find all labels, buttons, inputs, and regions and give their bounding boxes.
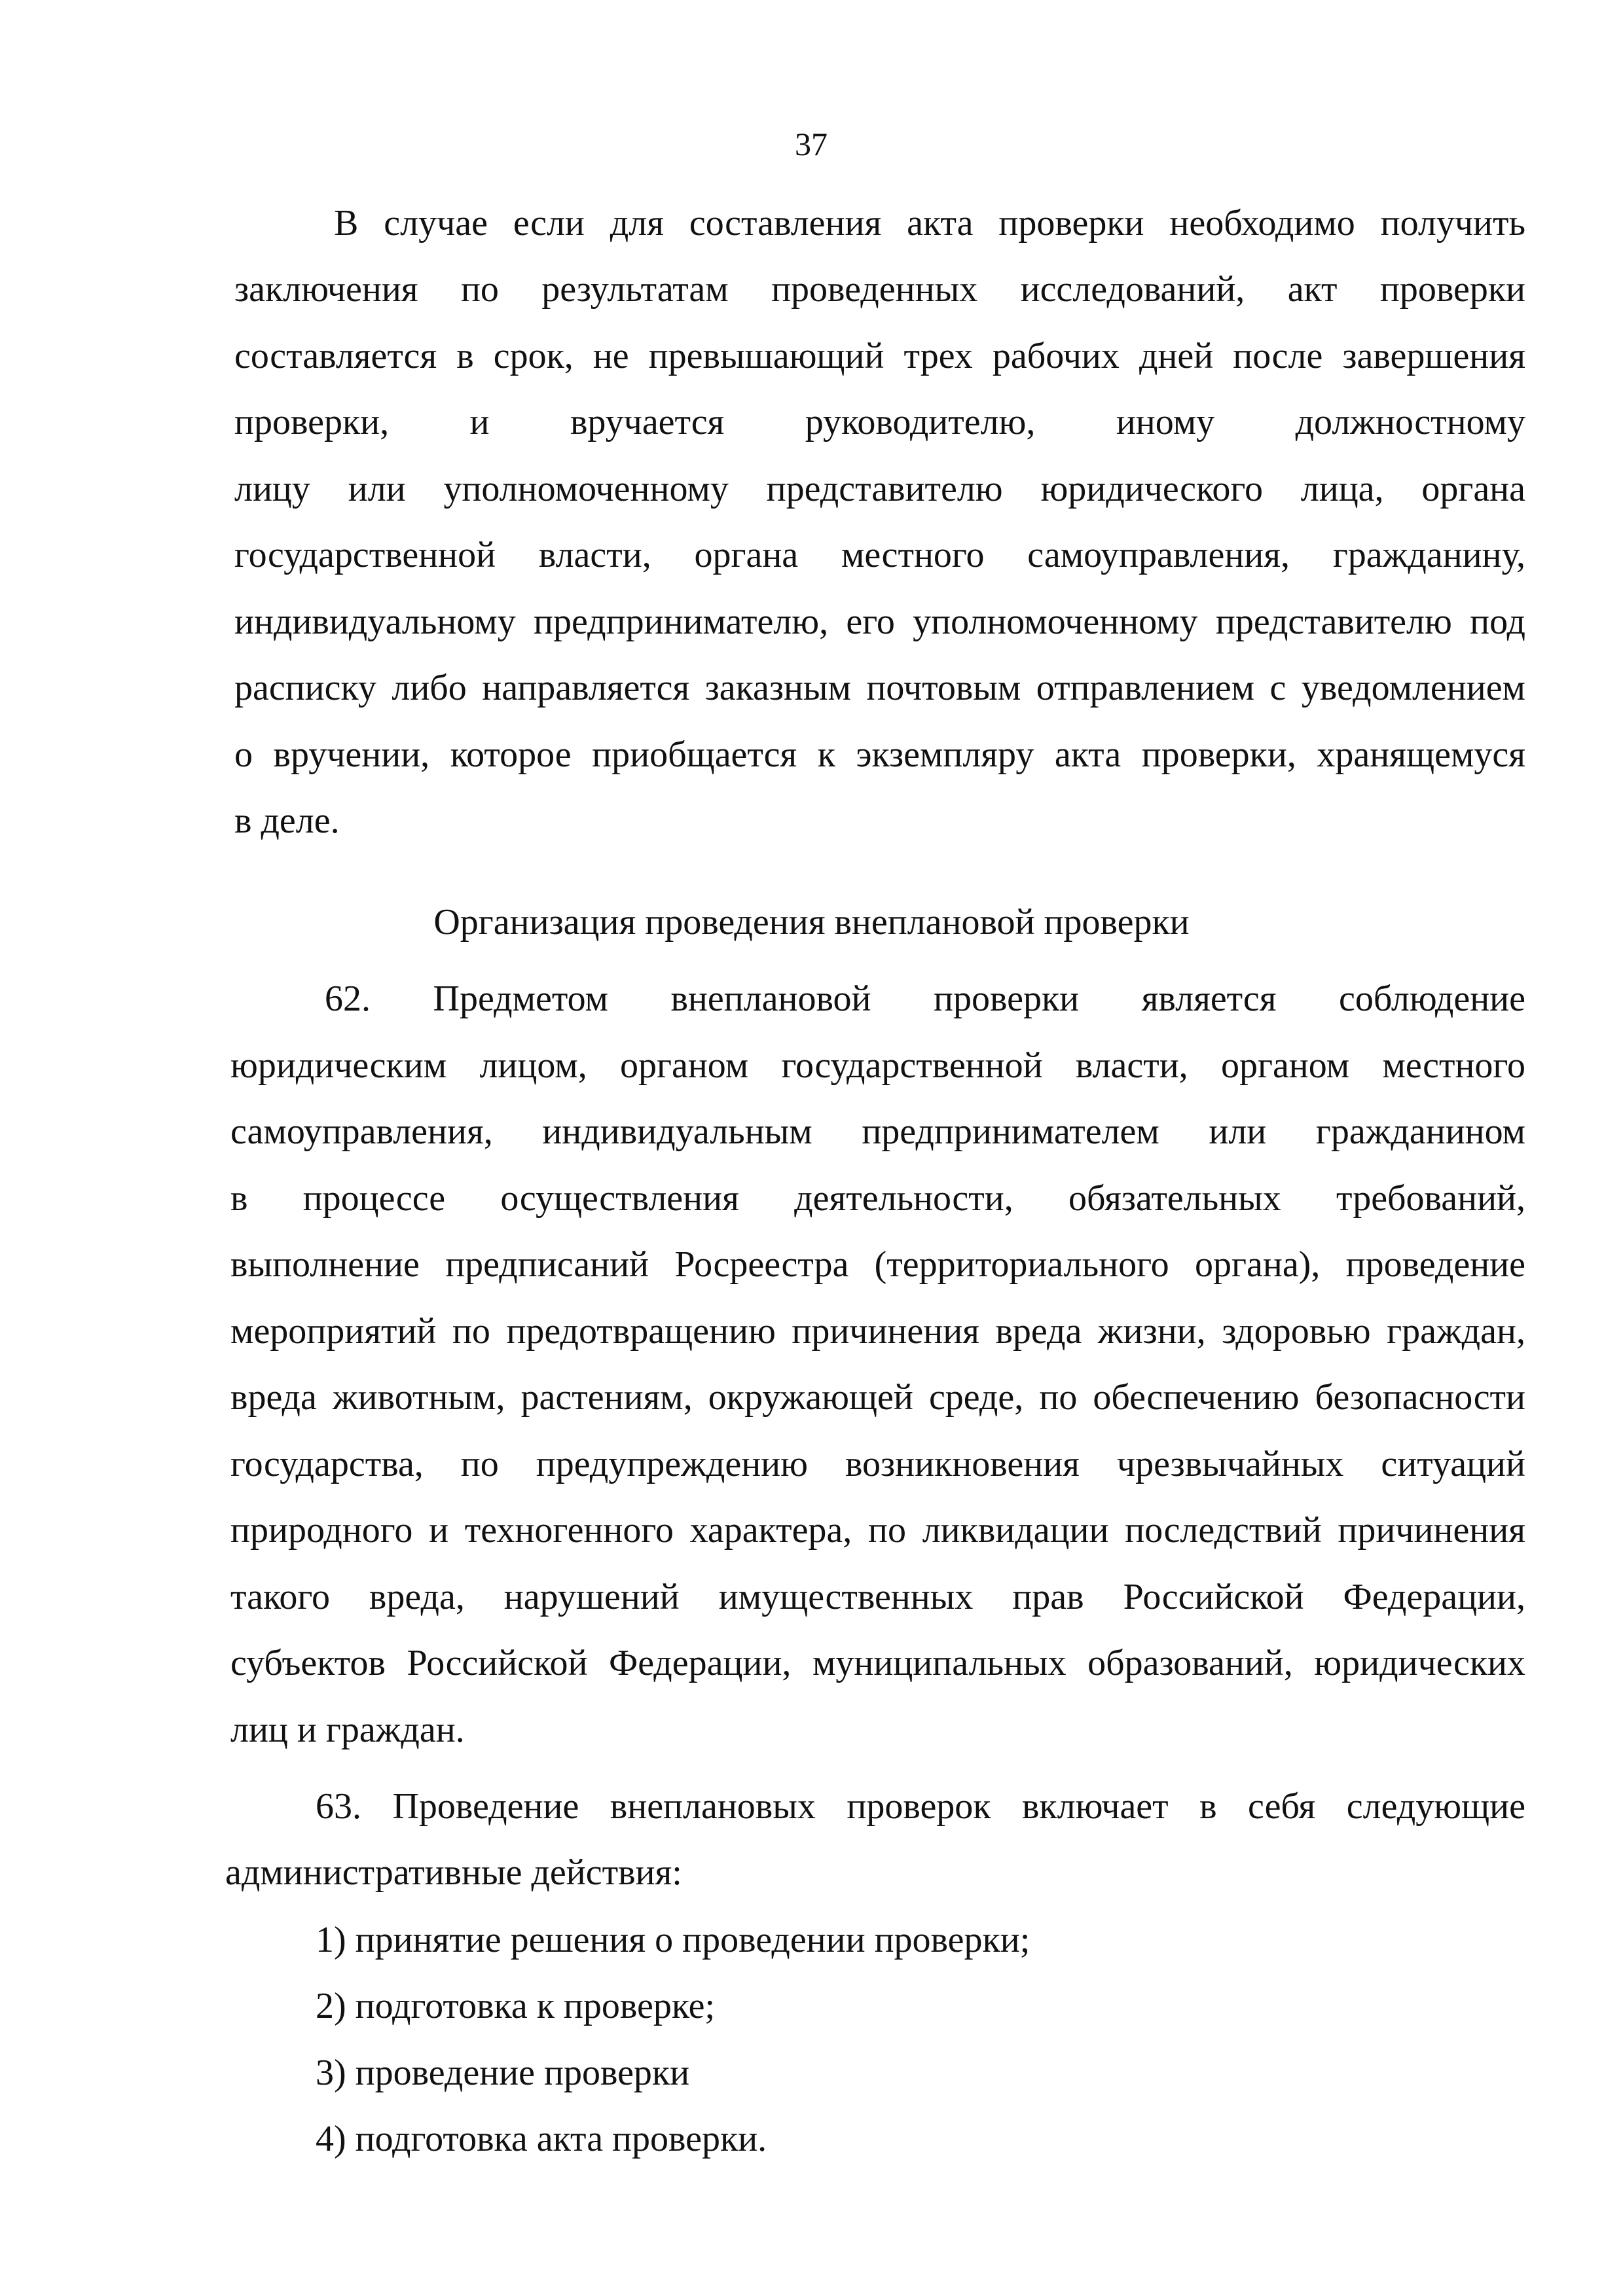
- paragraph-62-line: в процессе осуществления деятельности, обязательных требований,: [230, 1178, 1525, 1219]
- paragraph-62-line: выполнение предписаний Росреестра (территориального органа), проведение: [230, 1244, 1525, 1285]
- paragraph-1-line: составляется в срок, не превышающий трех рабочих дней после завершения: [234, 336, 1525, 376]
- paragraph-62-line: юридическим лицом, органом государственной власти, органом местного: [230, 1045, 1525, 1086]
- paragraph-1-line: в деле.: [234, 800, 340, 841]
- paragraph-63-line: административные действия:: [225, 1852, 682, 1893]
- paragraph-1-line: В случае если для составления акта проверки необходимо получить: [334, 203, 1525, 243]
- paragraph-1-line: заключения по результатам проведенных исследований, акт проверки: [234, 269, 1525, 310]
- paragraph-63-line: 63. Проведение внеплановых проверок включает в себя следующие: [316, 1786, 1525, 1827]
- paragraph-62-line: вреда животным, растениям, окружающей среде, по обеспечению безопасности: [230, 1377, 1525, 1418]
- paragraph-1-line: расписку либо направляется заказным почтовым отправлением с уведомлением: [234, 668, 1525, 708]
- paragraph-1-line: лицу или уполномоченному представителю юридического лица, органа: [234, 469, 1525, 509]
- section-heading: Организация проведения внеплановой проверки: [433, 902, 1190, 942]
- paragraph-1-line: государственной власти, органа местного самоуправления, гражданину,: [234, 535, 1525, 575]
- list-item: 4) подготовка акта проверки.: [316, 2119, 767, 2159]
- paragraph-62-line: природного и техногенного характера, по ликвидации последствий причинения: [230, 1510, 1525, 1551]
- paragraph-62-line: мероприятий по предотвращению причинения вреда жизни, здоровью граждан,: [230, 1311, 1525, 1352]
- paragraph-62-line: самоуправления, индивидуальным предпринимателем или гражданином: [230, 1111, 1525, 1152]
- list-item: 1) принятие решения о проведении проверки;: [316, 1920, 1030, 1960]
- paragraph-62-line: лиц и граждан.: [230, 1710, 465, 1750]
- paragraph-1-line: о вручении, которое приобщается к экземпляру акта проверки, хранящемуся: [234, 734, 1525, 775]
- paragraph-62-line: государства, по предупреждению возникновения чрезвычайных ситуаций: [230, 1444, 1525, 1484]
- paragraph-1-line: проверки, и вручается руководителю, иному должностному: [234, 402, 1525, 442]
- paragraph-62-line: 62. Предметом внеплановой проверки является соблюдение: [325, 978, 1525, 1019]
- list-item: 3) проведение проверки: [316, 2053, 690, 2093]
- paragraph-1-line: индивидуальному предпринимателю, его уполномоченному представителю под: [234, 601, 1525, 642]
- list-item: 2) подготовка к проверке;: [316, 1986, 716, 2026]
- paragraph-62-line: субъектов Российской Федерации, муниципальных образований, юридических: [230, 1643, 1525, 1683]
- page-number: 37: [795, 126, 828, 162]
- paragraph-62-line: такого вреда, нарушений имущественных прав Российской Федерации,: [230, 1577, 1525, 1617]
